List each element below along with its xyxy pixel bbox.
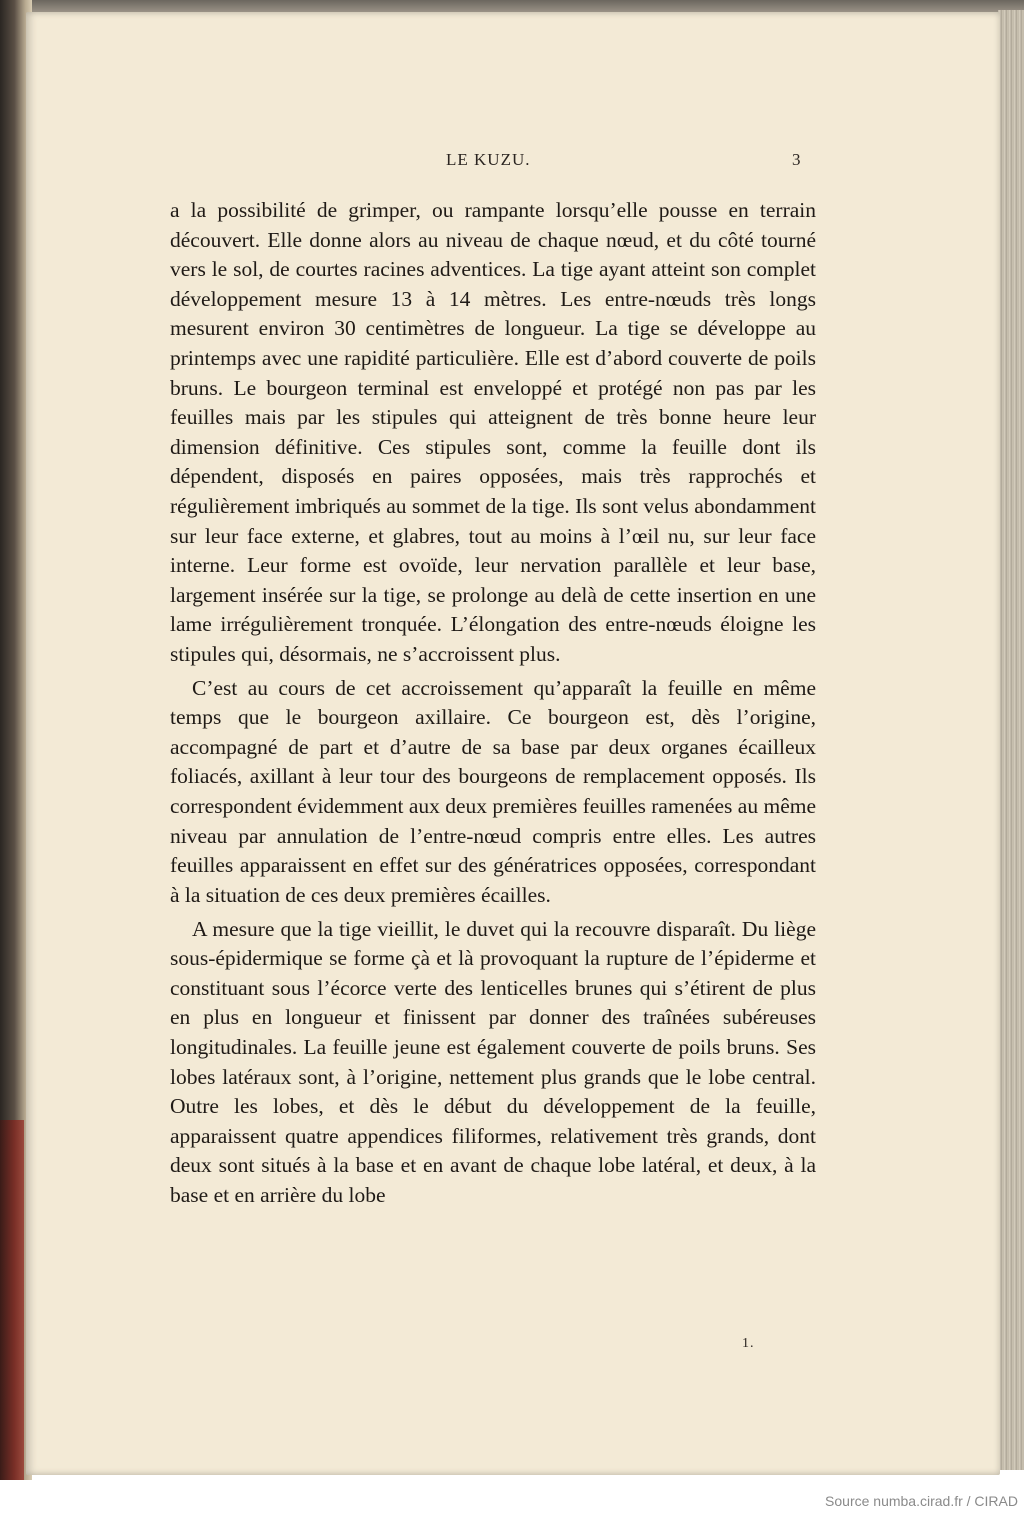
paragraph: A mesure que la tige vieillit, le duvet qui la recouvre disparaît. Du liège sous-épidermique se forme çà et là provoquant la rupture de l’épiderme et constituant sous l’écorce verte des lenticelles brunes qui s’étirent de plus en plus en longueur et finissent par donner des traînées subéreuses longitudinales. La feuille jeune est également couverte de poils bruns. Ses lobes latéraux sont, à l’origine, nettement plus grands que le lobe central. Outre les lobes, et dès le début du développement de la feuille, apparaissent quatre appendices filiformes, relativement très grands, dont deux sont situés à la base et en avant de chaque lobe latéral, et deux, à la base et en arrière du lobe — [170, 916, 816, 1207]
running-head — [0, 150, 1024, 174]
paragraph: C’est au cours de cet accroissement qu’apparaît la feuille en même temps que le bourgeon axillaire. Ce bourgeon est, dès l’origine, accompagné de part et d’autre de sa base par deux organes écailleux foliacés, axillant à leur tour des bourgeons de remplacement opposés. Ils correspondent évidemment aux deux premières feuilles ramenées au même niveau par annulation de l’entre-nœud compris entre elles. Les autres feuilles apparaissent en effet sur des génératrices opposées, correspondant à la situation de ces deux premières écailles. — [170, 675, 816, 907]
binding-red-edge — [0, 1120, 24, 1480]
body-text — [170, 196, 816, 1215]
page-number: 3 — [792, 150, 802, 169]
page-stack-edge — [998, 10, 1024, 1470]
running-title: LE KUZU. — [446, 150, 531, 169]
source-credit: Source numba.cirad.fr / CIRAD — [825, 1493, 1018, 1509]
signature-mark: 1. — [742, 1336, 755, 1351]
paragraph: a la possibilité de grimper, ou rampante lorsqu’elle pousse en terrain découvert. Elle donne alors au niveau de chaque nœud, et du côté tourné vers le sol, de courtes racines adventices. La tige ayant atteint son complet développement mesure 13 à 14 mètres. Les entre-nœuds très longs mesurent environ 30 centimètres de longueur. La tige se développe au printemps avec une rapidité particulière. Elle est d’abord couverte de poils bruns. Le bourgeon terminal est enveloppé et protégé non pas par les feuilles mais par les stipules qui atteignent de très bonne heure leur dimension définitive. Ces stipules sont, comme la feuille dont ils dépendent, disposés en paires opposées, mais très rapprochés et régulièrement imbriqués au sommet de la tige. Ils sont velus abondamment sur leur face externe, et glabres, tout au moins à l’œil nu, sur leur face interne. Leur forme est ovoïde, leur nervation parallèle et leur base, largement insérée sur la tige, se prolonge au delà de cette insertion en une lame irrégulièrement tronquée. L’élongation des entre-nœuds éloigne les stipules qui, désormais, ne s’accroissent plus. — [170, 198, 816, 666]
